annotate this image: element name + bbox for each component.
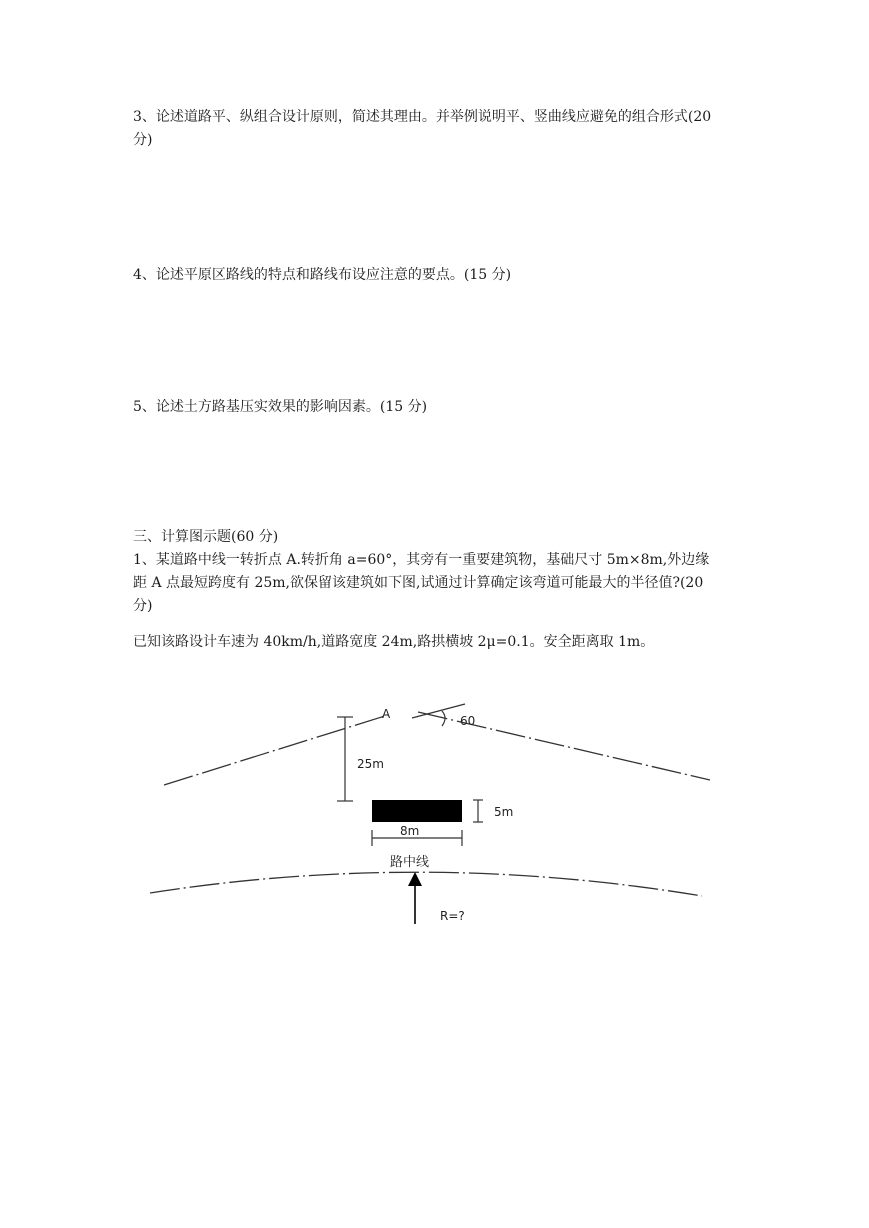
radius-arrow-head [408,872,422,886]
label-5m: 5m [494,805,514,819]
label-25m: 25m [357,757,384,771]
calc-question-1-given: 已知该路设计车速为 40km/h,道路宽度 24m,路拱横坡 2μ=0.1。安全距离取 1m。 [133,634,655,650]
label-8m: 8m [400,824,420,838]
section-3-title: 三、计算图示题(60 分) [133,529,279,545]
road-diagram [140,690,720,940]
question-3 [133,106,733,152]
building-rect [372,800,462,822]
label-angle: 60 [460,714,476,728]
calc-question-1-line2: 距 A 点最短跨度有 25m,欲保留该建筑如下图,试通过计算确定该弯道可能最大的半径值?(20 [133,575,704,591]
calc-question-1 [133,549,733,618]
calc-question-1-line1: 1、某道路中线一转折点 A.转折角 a=60°，其旁有一重要建筑物，基础尺寸 5m×8m,外边缘 [133,552,710,568]
road-centerline-curve [150,872,702,896]
label-radius: R=? [440,909,465,923]
left-tangent-line [164,715,388,785]
question-3-line1: 3、论述道路平、纵组合设计原则，简述其理由。并举例说明平、竖曲线应避免的组合形式(20 [133,109,712,125]
calc-question-1-line3: 分) [133,598,153,614]
question-5: 5、论述土方路基压实效果的影响因素。(15 分) [133,399,428,415]
question-4: 4、论述平原区路线的特点和路线布设应注意的要点。(15 分) [133,267,512,283]
label-centerline: 路中线 [390,855,430,870]
question-3-line2: 分) [133,132,153,148]
label-A: A [382,707,391,721]
angle-extension-line [412,704,465,718]
